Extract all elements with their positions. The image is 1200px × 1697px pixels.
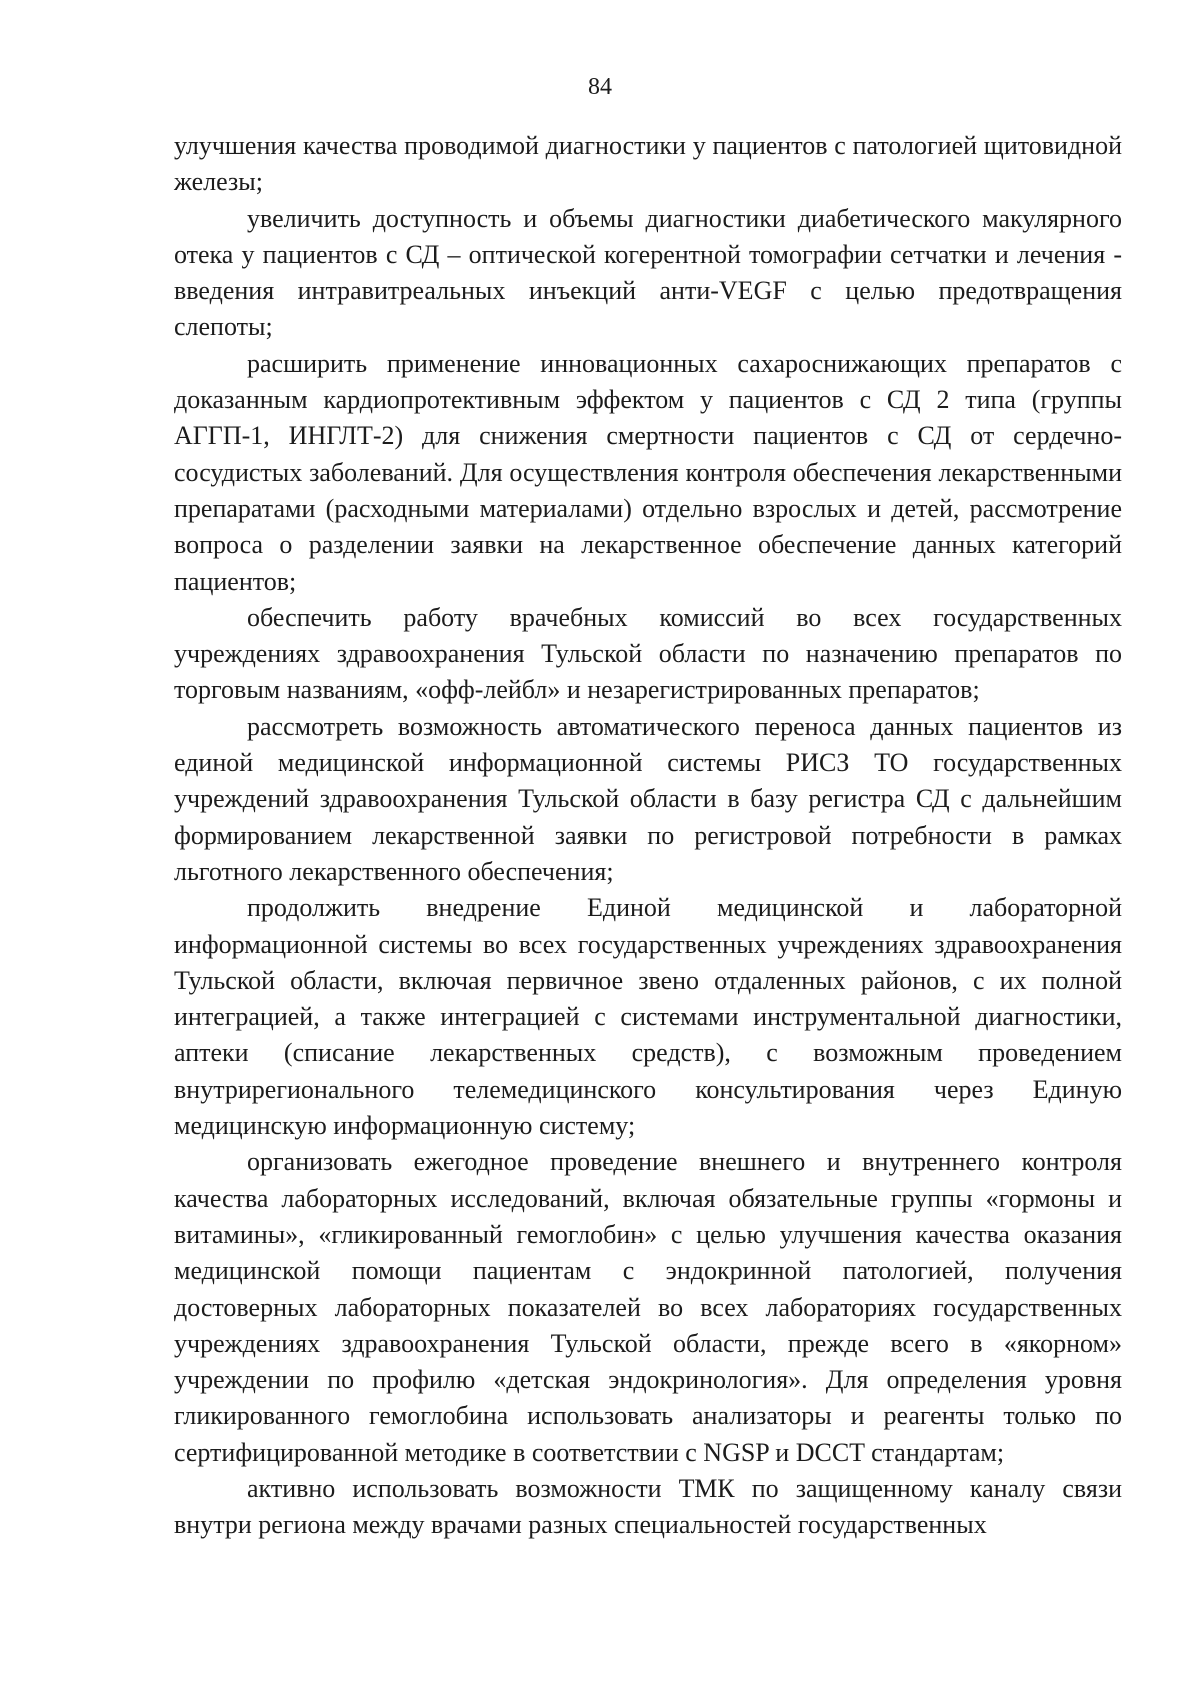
paragraph-lab-quality-control: организовать ежегодное проведение внешнего и внутреннего контроля качества лабораторных исследований, включая обязательные группы «гормоны и витамины», «гликированный гемоглобин» с целью улучшения качества оказания медицинской помощи пациентам с эндокринной патологией, получения достоверных лабораторных показателей во всех лабораториях государственных учреждениях здравоохранения Тульской области, прежде всего в «якорном» учреждении по профилю «детская эндокринология». Для определения уровня гликированного гемоглобина использовать анализаторы и реагенты только по сертифицированной методике в соответствии с NGSP и DCCT стандартам; bbox=[174, 1147, 1122, 1467]
paragraph-information-system: продолжить внедрение Единой медицинской и лабораторной информационной системы во всех государственных учреждениях здравоохранения Тульской области, включая первичное звено отдаленных районов, с их полной интеграцией, а также интеграцией с системами инструментальной диагностики, аптеки (списание лекарственных средств), с возможным проведением внутрирегионального телемедицинского консультирования через Единую медицинскую информационную систему; bbox=[174, 893, 1122, 1141]
paragraph-telemedicine: активно использовать возможности ТМК по защищенному каналу связи внутри региона между врачами разных специальностей государственных bbox=[174, 1473, 1122, 1540]
document-body bbox=[174, 128, 1122, 1544]
paragraph-continued: улучшения качества проводимой диагностики у пациентов с патологией щитовидной железы; bbox=[174, 131, 1122, 197]
paragraph-medical-commissions: обеспечить работу врачебных комиссий во всех государственных учреждениях здравоохранения Тульской области по назначению препаратов по торговым названиям, «офф-лейбл» и незарегистрированных препаратов; bbox=[174, 602, 1122, 705]
page-number: 84 bbox=[588, 74, 612, 100]
paragraph-macular-edema: увеличить доступность и объемы диагностики диабетического макулярного отека у пациентов с СД – оптической когерентной томографии сетчатки и лечения - введения интравитреальных инъекций анти-VEGF с целью предотвращения слепоты; bbox=[174, 203, 1122, 342]
paragraph-innovative-drugs: расширить применение инновационных сахароснижающих препаратов с доказанным кардиопротективным эффектом у пациентов с СД 2 типа (группы АГГП-1, ИНГЛТ-2) для снижения смертности пациентов с СД от сердечно-сосудистых заболеваний. Для осуществления контроля обеспечения лекарственными препаратами (расходными материалами) отдельно взрослых и детей, рассмотрение вопроса о разделении заявки на лекарственное обеспечение данных категорий пациентов; bbox=[174, 348, 1122, 596]
paragraph-data-transfer: рассмотреть возможность автоматического переноса данных пациентов из единой медицинской информационной системы РИСЗ ТО государственных учреждений здравоохранения Тульской области в базу регистра СД с дальнейшим формированием лекарственной заявки по регистровой потребности в рамках льготного лекарственного обеспечения; bbox=[174, 711, 1122, 886]
